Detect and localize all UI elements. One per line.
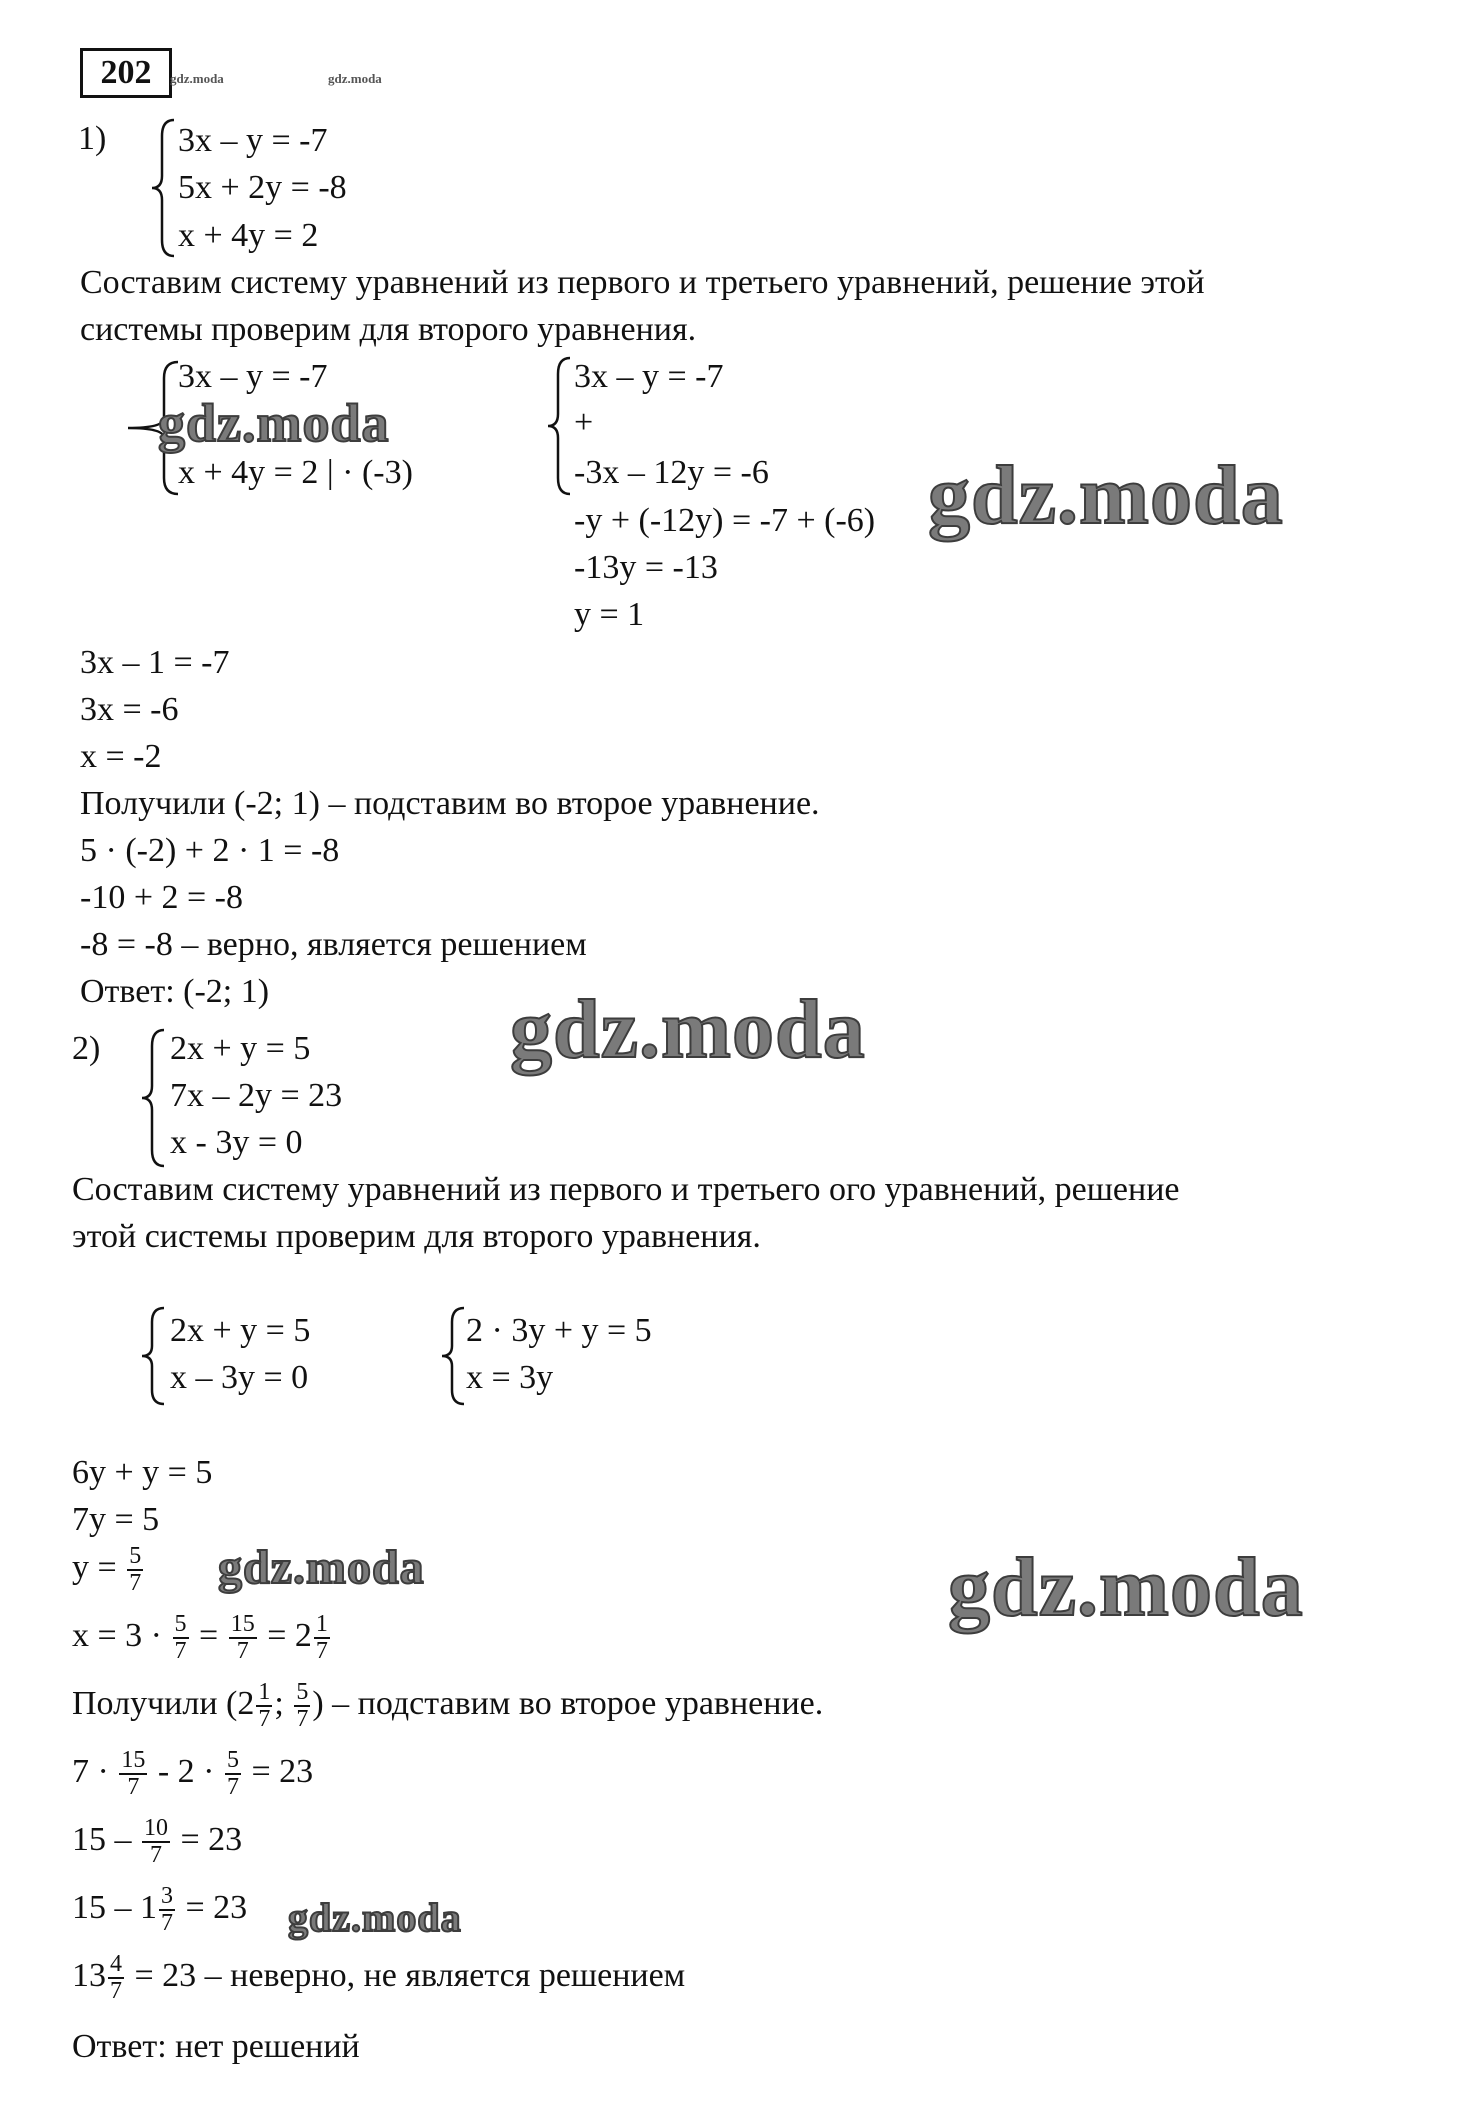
- fraction: [225, 1748, 241, 1800]
- numerator: 15: [229, 1612, 257, 1639]
- part2-system-eq3: x - 3y = 0: [170, 1124, 303, 1161]
- denominator: 7: [129, 1570, 142, 1597]
- watermark: gdz.moda: [948, 1541, 1304, 1634]
- part2-check4: [72, 1952, 685, 2004]
- part1-right-system-eq1: 3x – y = -7: [574, 358, 724, 395]
- y-prefix: y =: [72, 1548, 117, 1586]
- numerator: 5: [127, 1544, 143, 1571]
- part1-system-eq1: 3x – y = -7: [178, 122, 328, 159]
- part1-right-step2: -13y = -13: [574, 549, 718, 586]
- fraction: [119, 1748, 147, 1800]
- brace-icon: [140, 1306, 168, 1406]
- part1-left-system-eq1: 3x – y = -7: [178, 358, 328, 395]
- part2-x-value: [72, 1612, 332, 1664]
- separator: ;: [274, 1684, 284, 1722]
- fraction: [108, 1952, 124, 2004]
- term: = 23: [251, 1752, 314, 1790]
- numerator: 1: [256, 1680, 272, 1707]
- part1-system-eq3: x + 4y = 2: [178, 217, 319, 254]
- numerator: 5: [173, 1612, 189, 1639]
- fraction: [159, 1884, 175, 1936]
- obtained-suffix: ) – подставим во второе уравнение.: [312, 1684, 824, 1722]
- fraction: [294, 1680, 310, 1732]
- brace-icon: [546, 356, 574, 496]
- part1-system-eq2: 5x + 2y = -8: [178, 169, 347, 206]
- part1-step: -10 + 2 = -8: [80, 879, 243, 916]
- part1-right-system-eq2: -3x – 12y = -6: [574, 454, 769, 491]
- term: 7 ·: [72, 1752, 109, 1790]
- equals: =: [267, 1616, 287, 1654]
- term: = 23: [185, 1888, 248, 1926]
- part1-step: -8 = -8 – верно, является решением: [80, 926, 587, 963]
- denominator: 7: [110, 1978, 122, 2005]
- term: = 23 – неверно, не является решением: [134, 1956, 686, 1994]
- whole-part: 2: [294, 1616, 312, 1654]
- numerator: 4: [108, 1952, 124, 1979]
- part2-right-system-eq2: x = 3y: [466, 1359, 554, 1396]
- part2-step: 6y + y = 5: [72, 1454, 213, 1491]
- part1-left-system-eq2: x + 4y = 2 | · (-3): [178, 454, 413, 491]
- denominator: 7: [258, 1706, 271, 1733]
- part2-system-eq1: 2x + y = 5: [170, 1030, 311, 1067]
- part1-step: 3x – 1 = -7: [80, 644, 230, 681]
- watermark: gdz.moda: [218, 1541, 425, 1594]
- part2-left-system-eq1: 2x + y = 5: [170, 1312, 311, 1349]
- part2-left-system-eq2: x – 3y = 0: [170, 1359, 309, 1396]
- numerator: 1: [314, 1612, 330, 1639]
- part2-step: 7y = 5: [72, 1501, 160, 1538]
- denominator: 7: [127, 1774, 140, 1801]
- part2-intro-line2: этой системы проверим для второго уравнения.: [72, 1218, 761, 1255]
- part1-step: 5 · (-2) + 2 · 1 = -8: [80, 832, 340, 869]
- task-number-box: [80, 48, 172, 98]
- denominator: 7: [236, 1638, 249, 1665]
- part1-label: 1): [78, 120, 107, 157]
- part2-label: 2): [72, 1030, 101, 1067]
- numerator: 10: [142, 1816, 170, 1843]
- fraction: [173, 1612, 189, 1664]
- watermark-small: gdz.moda: [170, 71, 224, 86]
- term: 15 – 1: [72, 1888, 157, 1926]
- x-prefix: x = 3 ·: [72, 1616, 162, 1654]
- part1-right-step3: y = 1: [574, 596, 645, 633]
- fraction: [229, 1612, 257, 1664]
- part2-system-eq2: 7x – 2y = 23: [170, 1077, 343, 1114]
- part2-obtained: [72, 1680, 823, 1732]
- numerator: 15: [119, 1748, 147, 1775]
- watermark: gdz.moda: [288, 1895, 462, 1940]
- fraction: [127, 1544, 143, 1596]
- denominator: 7: [296, 1706, 309, 1733]
- part1-intro-line1: Составим систему уравнений из первого и третьего уравнений, решение этой: [80, 264, 1205, 301]
- fraction: [142, 1816, 170, 1868]
- numerator: 5: [225, 1748, 241, 1775]
- equals: =: [199, 1616, 219, 1654]
- denominator: 7: [174, 1638, 187, 1665]
- term: 15 –: [72, 1820, 132, 1858]
- denominator: 7: [315, 1638, 328, 1665]
- fraction: [314, 1612, 330, 1664]
- part2-y-value: [72, 1544, 145, 1596]
- part1-answer: Ответ: (-2; 1): [80, 973, 270, 1010]
- numerator: 3: [159, 1884, 175, 1911]
- part1-step: x = -2: [80, 738, 162, 775]
- part1-intro-line2: системы проверим для второго уравнения.: [80, 311, 697, 348]
- fraction: [256, 1680, 272, 1732]
- term: - 2 ·: [157, 1752, 215, 1790]
- part2-answer: Ответ: нет решений: [72, 2028, 360, 2065]
- numerator: 5: [294, 1680, 310, 1707]
- denominator: 7: [226, 1774, 239, 1801]
- part1-right-system-plus: +: [574, 404, 594, 441]
- denominator: 7: [161, 1910, 173, 1937]
- part1-right-step1: -y + (-12y) = -7 + (-6): [574, 502, 876, 539]
- watermark-small: gdz.moda: [328, 71, 382, 86]
- brace-icon: [440, 1306, 468, 1406]
- brace-icon: [150, 118, 178, 258]
- part2-check3: [72, 1884, 247, 1936]
- part1-step: 3x = -6: [80, 691, 179, 728]
- part2-check1: [72, 1748, 313, 1800]
- part2-right-system-eq1: 2 · 3y + y = 5: [466, 1312, 652, 1349]
- part1-step: Получили (-2; 1) – подставим во второе уравнение.: [80, 785, 820, 822]
- term: 13: [72, 1956, 106, 1994]
- term: = 23: [180, 1820, 243, 1858]
- task-number: 202: [100, 54, 152, 91]
- obtained-prefix: Получили (: [72, 1684, 238, 1722]
- brace-icon: [140, 1028, 168, 1168]
- denominator: 7: [150, 1842, 162, 1869]
- watermark: gdz.moda: [928, 449, 1284, 542]
- part2-check2: [72, 1816, 242, 1868]
- watermark: gdz.moda: [510, 983, 866, 1076]
- watermark: gdz.moda: [158, 393, 390, 453]
- whole-part: 2: [237, 1684, 255, 1722]
- part2-intro-line1: Составим систему уравнений из первого и третьего ого уравнений, решение: [72, 1171, 1180, 1208]
